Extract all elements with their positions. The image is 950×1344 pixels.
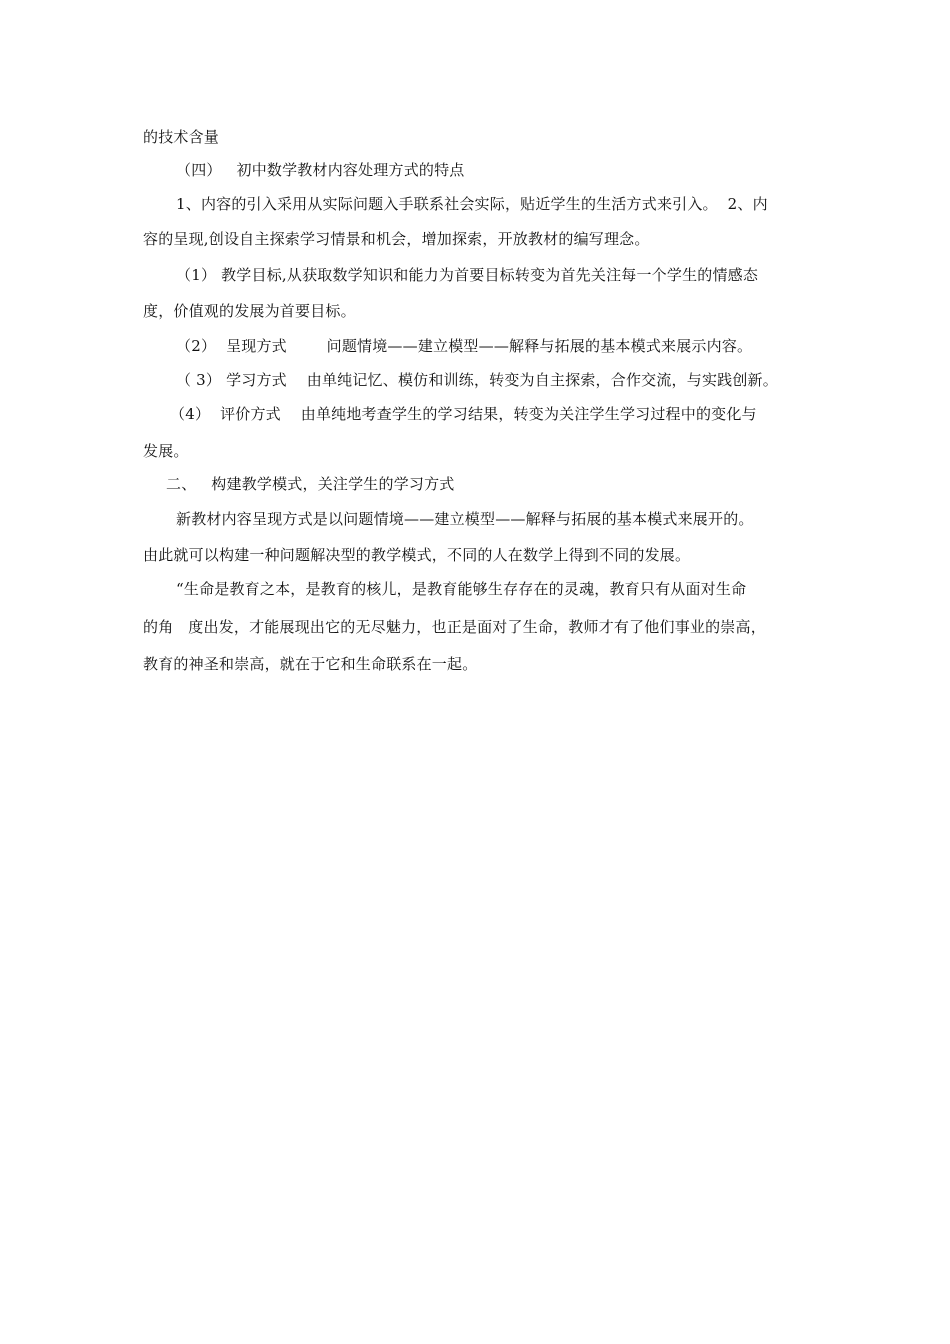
text-line-7: （2） 呈现方式 问题情境——建立模型——解释与拓展的基本模式来展示内容。 xyxy=(176,337,753,355)
text-line-3: 1、内容的引入采用从实际问题入手联系社会实际，贴近学生的生活方式来引入。 2、内 xyxy=(176,195,768,213)
text-line-9: （4） 评价方式 由单纯地考查学生的学习结果，转变为关注学生学习过程中的变化与 xyxy=(170,405,757,423)
section-heading-4: （四） 初中数学教材内容处理方式的特点 xyxy=(176,161,465,179)
text-line-14: “生命是教育之本，是教育的核儿，是教育能够生存存在的灵魂，教育只有从面对生命 xyxy=(176,580,747,598)
text-line-1: 的技术含量 xyxy=(143,128,220,146)
text-line-5: （1） 教学目标,从获取数学知识和能力为首要目标转变为首先关注每一个学生的情感态 xyxy=(176,266,759,284)
text-line-12: 新教材内容呈现方式是以问题情境——建立模型——解释与拓展的基本模式来展开的。 xyxy=(176,510,754,528)
text-line-4: 容的呈现,创设自主探索学习情景和机会，增加探索，开放教材的编写理念。 xyxy=(143,230,650,248)
text-line-10: 发展。 xyxy=(143,442,189,460)
text-line-15: 的角 度出发，才能展现出它的无尽魅力，也正是面对了生命，教师才有了他们事业的崇高， xyxy=(143,618,766,636)
section-heading-2: 二、 构建教学模式，关注学生的学习方式 xyxy=(166,475,455,493)
text-line-6: 度，价值观的发展为首要目标。 xyxy=(143,302,356,320)
text-line-8: （ 3） 学习方式 由单纯记忆、模仿和训练，转变为自主探索，合作交流，与实践创新。 xyxy=(176,371,778,389)
text-line-16: 教育的神圣和崇高，就在于它和生命联系在一起。 xyxy=(143,655,478,673)
text-line-13: 由此就可以构建一种问题解决型的教学模式，不同的人在数学上得到不同的发展。 xyxy=(143,546,691,564)
